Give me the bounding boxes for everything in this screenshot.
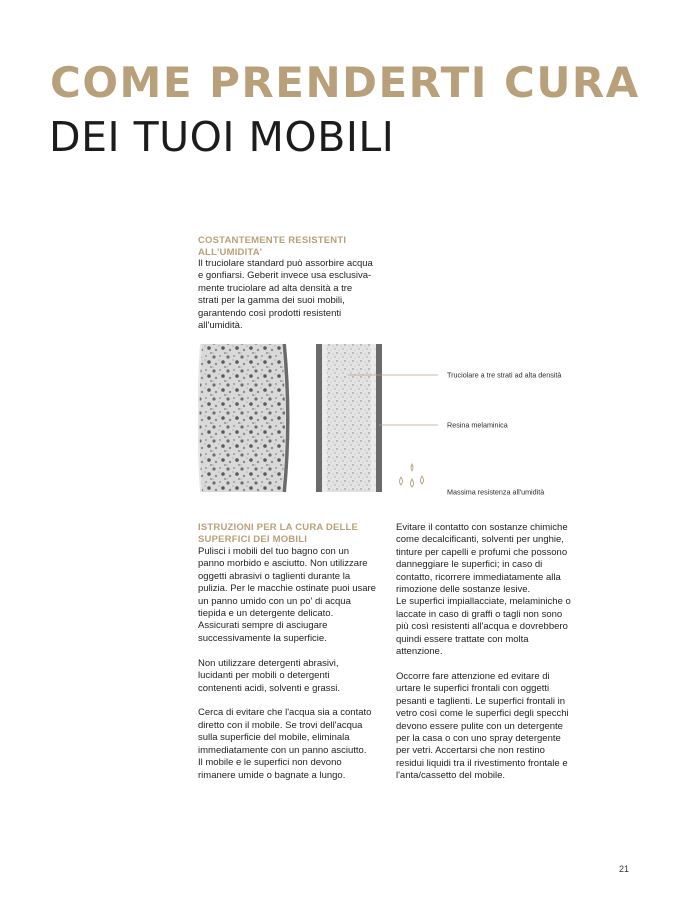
page-title-line1: COME PRENDERTI CURA bbox=[50, 58, 640, 107]
intro-section bbox=[198, 235, 398, 345]
care-paragraph: Non utilizzare detergenti abrasivi, lucidanti per mobili o detergenti contenenti acidi, solventi e grassi. bbox=[198, 657, 341, 694]
water-drops-icon bbox=[400, 464, 424, 487]
board-diagram-svg bbox=[198, 340, 598, 500]
page-title-line2: DEI TUOI MOBILI bbox=[49, 113, 395, 161]
label-chipboard: Truciolare a tre strati ad alta densità bbox=[447, 370, 562, 380]
label-moisture-resistance: Massima resistenza all'umidità bbox=[447, 487, 545, 497]
intro-body: Il truciolare standard può assorbire acqua e gonfiarsi. Geberit invece usa esclusiva- mente truciolare ad alta densità a tre strati per la gamma dei suoi mobili, garantendo così prodotti resistenti all'umidità. bbox=[198, 258, 373, 332]
high-density-board bbox=[316, 344, 382, 492]
label-resin: Resina melaminica bbox=[447, 420, 508, 430]
care-paragraph: Cerca di evitare che l'acqua sia a contato diretto con il mobile. Se trovi dell'acqua sulla superficie del mobile, eliminala immediatamente con un panno asciutto. Il mobile e le superfici non devono rimanere umide o bagnate a lungo. bbox=[198, 707, 372, 781]
care-instructions-left bbox=[198, 522, 386, 794]
care-instructions-right bbox=[396, 522, 586, 795]
intro-heading: COSTANTEMENTE RESISTENTI ALL'UMIDITA' bbox=[198, 235, 347, 258]
care-paragraph: Pulisci i mobili del tuo bagno con un panno morbido e asciutto. Non utilizzare oggetti abrasivi o taglienti durante la pulizia. Per le macchie ostinate puoi usare un panno umido con un po' di acqua tiepida e un detergente delicato. Assicurati sempre di asciugare successivamente la superficie. bbox=[198, 546, 376, 644]
standard-board bbox=[199, 344, 288, 492]
care-paragraph: Evitare il contatto con sostanze chimiche come decalcificanti, solventi per unghie, tinture per capelli e profumi che possono danneggiare le superfici; in caso di contatto, ricorrere immediatamente alla rimozione delle sostanze lesive. Le superfici impiallacciate, melaminiche o laccate in caso di graffi o tagli non sono più così resistenti all'acqua e dovrebbero quindi essere trattate con molta attenzione. bbox=[396, 522, 571, 658]
care-paragraph: Occorre fare attenzione ed evitare di urtare le superfici frontali con oggetti pesanti e taglienti. Le superfici frontali in vetro così come le superfici degli specchi devono essere pulite con un detergente per la casa o con uno spray detergente per vetri. Accertarsi che non restino residui liquidi tra il rivestimento frontale e l'anta/cassetto del mobile. bbox=[396, 670, 569, 782]
page-number: 21 bbox=[619, 864, 630, 874]
care-heading: ISTRUZIONI PER LA CURA DELLE SUPERFICI DEI MOBILI bbox=[198, 522, 359, 545]
board-diagram bbox=[198, 340, 598, 500]
